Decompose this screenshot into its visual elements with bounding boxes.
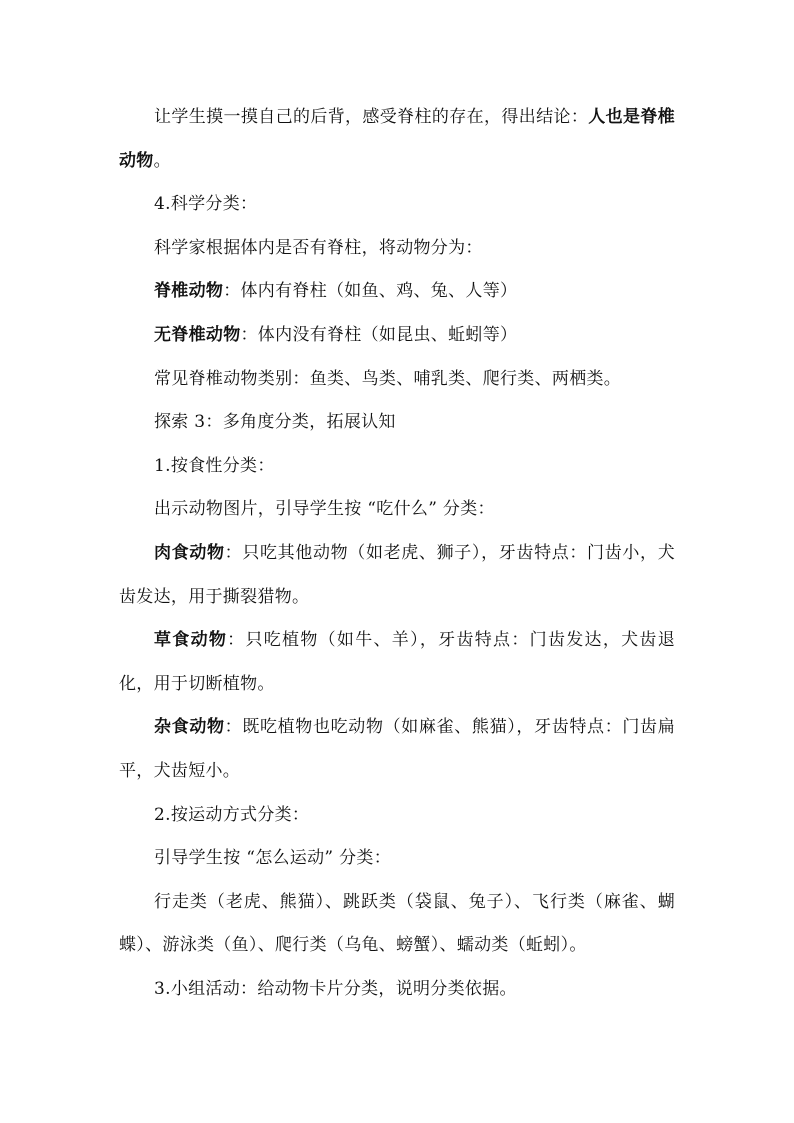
paragraph-classification-intro: 科学家根据体内是否有脊柱，将动物分为： xyxy=(154,237,483,258)
paragraph-text: ：只吃其他动物（如老虎、狮子），牙齿特点：门齿小，犬齿发达，用于撕裂猎物。 xyxy=(119,542,675,607)
bold-term: 人也是脊椎动物 xyxy=(119,107,676,171)
bold-term: 杂食动物 xyxy=(154,717,225,738)
heading-by-movement: 2.按运动方式分类： xyxy=(154,804,310,825)
paragraph-text: ：体内没有脊柱（如昆虫、蚯蚓等） xyxy=(240,324,518,345)
paragraph-omnivores xyxy=(119,706,675,793)
heading-by-diet: 1.按食性分类： xyxy=(154,455,275,476)
heading-scientific-classification: 4.科学分类： xyxy=(154,194,258,215)
paragraph-group-activity: 3.小组活动：给动物卡片分类，说明分类依据。 xyxy=(154,978,517,999)
paragraph-carnivores xyxy=(119,532,675,619)
document-body xyxy=(119,96,675,1011)
paragraph-movement-types: 行走类（老虎、熊猫）、跳跃类（袋鼠、兔子）、飞行类（麻雀、蝴蝶）、游泳类（鱼）、爬行类（乌龟、螃蟹）、蠕动类（蚯蚓）。 xyxy=(119,891,675,956)
paragraph-invertebrates xyxy=(119,314,675,358)
paragraph-vertebrate-categories: 常见脊椎动物类别：鱼类、鸟类、哺乳类、爬行类、两栖类。 xyxy=(154,368,622,389)
bold-term: 无脊椎动物 xyxy=(154,324,241,345)
paragraph-movement-intro: 引导学生按 “怎么运动” 分类： xyxy=(154,848,391,869)
paragraph-text: ：只吃植物（如牛、羊），牙齿特点：门齿发达，犬齿退化，用于切断植物。 xyxy=(119,630,675,694)
bold-term: 肉食动物 xyxy=(154,542,225,563)
heading-exploration-3: 探索 3：多角度分类，拓展认知 xyxy=(154,412,396,433)
paragraph-text: ：体内有脊柱（如鱼、鸡、兔、人等） xyxy=(223,281,518,302)
bold-term: 脊椎动物 xyxy=(154,281,224,302)
paragraph-diet-intro: 出示动物图片，引导学生按 “吃什么” 分类： xyxy=(154,499,495,520)
paragraph-text: 。 xyxy=(153,150,171,171)
bold-term: 草食动物 xyxy=(154,630,228,651)
paragraph-text: 让学生摸一摸自己的后背，感受脊柱的存在，得出结论： xyxy=(154,107,589,127)
paragraph-vertebrates xyxy=(119,270,675,314)
paragraph-conclusion xyxy=(119,96,675,183)
paragraph-herbivores xyxy=(119,619,675,706)
paragraph-text: ：既吃植物也吃动物（如麻雀、熊猫），牙齿特点：门齿扁平，犬齿短小。 xyxy=(119,717,675,781)
